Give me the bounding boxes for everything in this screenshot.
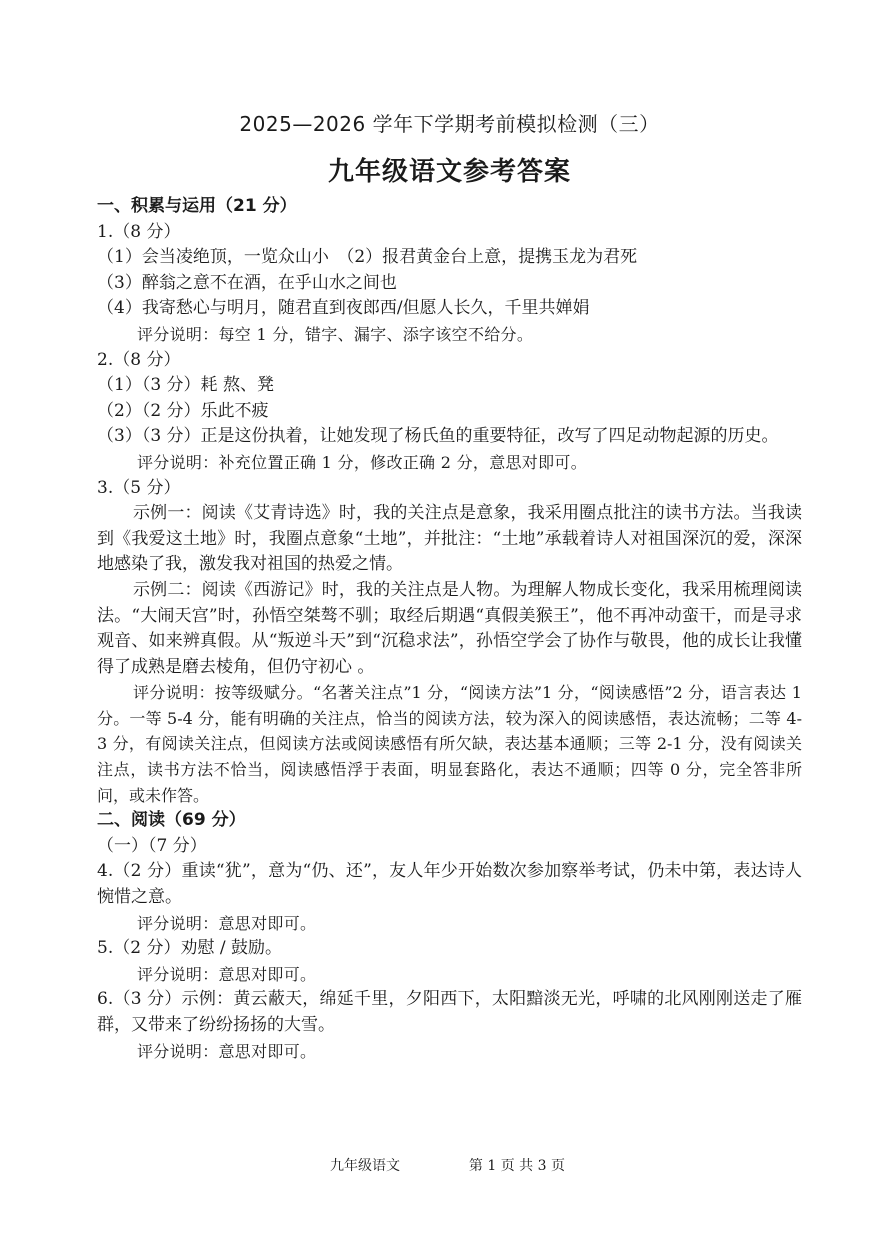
question-1-answer-line: （3）醉翁之意不在酒，在乎山水之间也 [97,272,397,293]
question-1-answer-line: （4）我寄愁心与明月，随君直到夜郎西/但愿人长久，千里共婵娟 [97,298,590,319]
question-2-answer-line: （1）（3 分）耗 熬、凳 [97,375,274,396]
question-2-answer-line: （2）（2 分）乐此不疲 [97,400,269,421]
question-3-scoring-note: 评分说明：按等级赋分。“名著关注点”1 分，“阅读方法”1 分，“阅读感悟”2 分，语言表达 1 分。一等 5-4 分，能有明确的关注点，恰当的阅读方法，较为深入的阅读感悟，表达流畅；二等 4-3 分，有阅读关注点，但阅读方法或阅读感悟有所欠缺，表达基本通顺；三等 2-1 分，没有阅读关注点，读书方法不恰当，阅读感悟浮于表面，明显套路化，表达不通顺；四等 0 分，完全答非所问，或未作答。 [97,683,802,805]
page-footer [0,1156,895,1176]
question-1-label: 1.（8 分） [97,221,181,242]
question-4-answer: 4.（2 分）重读“犹”，意为“仍、还”，友人年少开始数次参加察举考试，仍未中第，表达诗人惋惜之意。 [97,861,802,908]
question-4-scoring-note: 评分说明：意思对即可。 [137,913,317,933]
question-1-answer-line: （1）会当凌绝顶，一览众山小 （2）报君黄金台上意，提携玉龙为君死 [97,247,638,268]
reading-part-1-label: （一）（7 分） [97,835,207,856]
question-2-scoring-note: 评分说明：补充位置正确 1 分，修改正确 2 分，意思对即可。 [137,452,588,472]
question-2-answer-paragraph: （3）（3 分）正是这份执着，让她发现了杨氏鱼的重要特征，改写了四足动物起源的历史。 [97,426,779,447]
question-2-label: 2.（8 分） [97,349,181,370]
question-3-example-1: 示例一：阅读《艾青诗选》时，我的关注点是意象，我采用圈点批注的读书方法。当我读到《我爱这土地》时，我圈点意象“土地”，并批注：“土地”承载着诗人对祖国深沉的爱，深深地感染了我，激发我对祖国的热爱之情。 [97,503,802,575]
question-1-scoring-note: 评分说明：每空 1 分，错字、漏字、添字该空不给分。 [137,324,534,344]
exam-title: 2025—2026 学年下学期考前模拟检测（三） [239,112,660,136]
footer-subject: 九年级语文 [330,1158,400,1174]
question-5-answer: 5.（2 分）劝慰 / 鼓励。 [97,938,282,959]
section-heading-1: 一、积累与运用（21 分） [97,196,297,216]
question-6-scoring-note: 评分说明：意思对即可。 [137,1041,317,1061]
question-3-label: 3.（5 分） [97,477,181,498]
section-heading-2: 二、阅读（69 分） [97,810,246,831]
document-title: 九年级语文参考答案 [327,157,571,187]
footer-page-number: 第 1 页 共 3 页 [468,1158,565,1174]
question-6-answer: 6.（3 分）示例：黄云蔽天，绵延千里，夕阳西下，太阳黯淡无光，呼啸的北风刚刚送走了雁群，又带来了纷纷扬扬的大雪。 [97,989,802,1035]
question-3-example-2: 示例二：阅读《西游记》时，我的关注点是人物。为理解人物成长变化，我采用梳理阅读法。“大闹天宫”时，孙悟空桀骜不驯；取经后期遇“真假美猴王”，他不再冲动蛮干，而是寻求观音、如来辨真假。从“叛逆斗天”到“沉稳求法”，孙悟空学会了协作与敬畏，他的成长让我懂得了成熟是磨去棱角，但仍守初心 。 [97,579,802,677]
document-content [97,108,802,1064]
question-5-scoring-note: 评分说明：意思对即可。 [137,964,317,984]
